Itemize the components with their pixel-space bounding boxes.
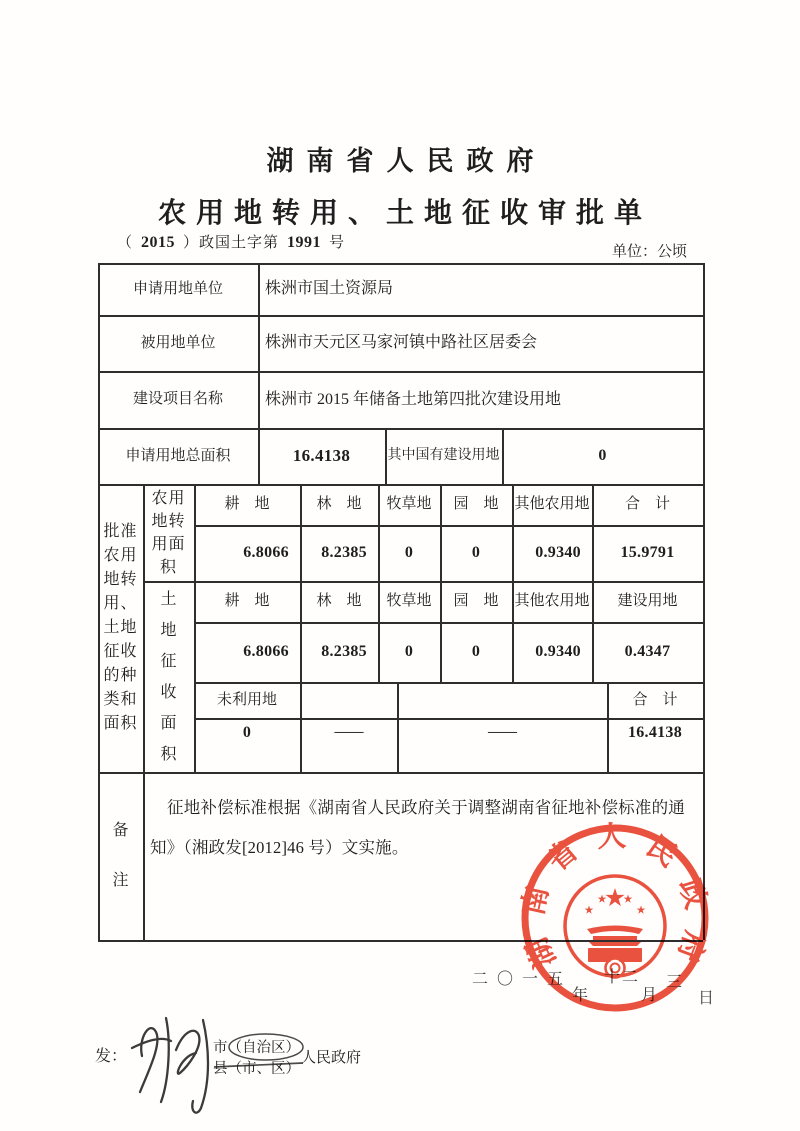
form-title: 农用地转用、土地征收审批单	[157, 198, 652, 229]
row-value-land-owner: 株洲市天元区马家河镇中路社区居委会	[265, 334, 538, 351]
gov-suffix: 人民政府	[301, 1050, 362, 1066]
conv-header-garden: 园 地	[453, 496, 499, 513]
date-day: 三	[666, 974, 683, 991]
conv-value-total: 15.9791	[620, 544, 675, 561]
row-label-applicant: 申请用地单位	[132, 280, 223, 297]
date-day-unit: 日	[698, 990, 715, 1007]
remarks-text: 征地补偿标准根据《湖南省人民政府关于调整湖南省征地补偿标准的通知》（湘政发[2012]46 号）文实施。	[150, 798, 685, 857]
conv-header-total: 合 计	[624, 496, 670, 513]
acq-total-value: 16.4138	[627, 724, 683, 741]
total-area-value: 16.4138	[292, 446, 351, 466]
acq-total-label: 合 计	[632, 691, 678, 708]
unused-land-value: 0	[242, 724, 252, 741]
sub-label-acquisition	[143, 581, 194, 772]
acq-value-grass: 0	[404, 643, 414, 660]
acq-header-garden: 园 地	[453, 593, 499, 610]
small-star-icon	[598, 894, 607, 902]
doc-number-line	[117, 231, 345, 252]
row-label-project: 建设项目名称	[132, 391, 223, 408]
conv-header-forest: 林 地	[316, 496, 362, 513]
row-value-applicant: 株洲市国土资源局	[265, 280, 394, 297]
small-star-icon	[624, 894, 633, 902]
date-year: 二〇一五	[472, 971, 573, 988]
doc-no-open: （	[117, 235, 134, 251]
conv-value-cultivated: 6.8066	[243, 544, 289, 561]
issue-line-city: 市（自治区）	[213, 1040, 300, 1056]
national-emblem	[565, 876, 665, 978]
signature	[132, 1018, 208, 1113]
state-owned-label: 其中国有建设用地	[387, 448, 500, 464]
seal-text: 湖南省人民政府	[517, 820, 712, 973]
conv-header-grass: 牧草地	[386, 496, 432, 513]
conv-value-grass: 0	[404, 544, 414, 561]
date-year-unit: 年	[572, 987, 589, 1004]
doc-no-year: 2015	[141, 234, 176, 251]
sub-label-conversion-text: 农用地转用面积	[151, 489, 186, 576]
tiananmen-gate	[587, 926, 643, 967]
side-label-category-text: 批准农用地转用、土地征收的种类和面积	[103, 523, 138, 732]
small-star-icon	[585, 905, 594, 913]
date-month-unit: 月	[641, 987, 658, 1004]
small-star-icon	[637, 905, 646, 913]
remarks-label-cell	[98, 772, 143, 940]
dash-cell-1: ——	[334, 724, 363, 740]
official-seal	[510, 813, 720, 1023]
dash-cell-2: ——	[488, 724, 516, 740]
gov-title: 湖南省人民政府	[266, 146, 547, 176]
acq-header-other: 其他农用地	[514, 593, 590, 610]
big-star-icon	[605, 888, 624, 906]
doc-no-suffix: 号	[329, 235, 346, 251]
acq-value-garden: 0	[471, 643, 481, 660]
unused-land-label: 未利用地	[216, 691, 277, 708]
acq-value-cultivated: 6.8066	[243, 643, 289, 660]
remarks-label: 备注	[112, 822, 129, 889]
sub-label-conversion	[143, 484, 194, 581]
conv-value-garden: 0	[471, 544, 481, 561]
doc-no-mid: ）政国土字第	[183, 235, 280, 251]
acq-header-grass: 牧草地	[386, 593, 432, 610]
conv-value-other: 0.9340	[535, 544, 581, 561]
conv-header-cultivated: 耕 地	[224, 496, 270, 513]
sub-label-acquisition-text: 土地征收面积	[160, 590, 177, 763]
doc-no-num: 1991	[287, 234, 322, 251]
acq-header-cultivated: 耕 地	[224, 593, 270, 610]
row-label-land-owner: 被用地单位	[140, 334, 216, 351]
acq-value-forest: 8.2385	[321, 643, 367, 660]
acq-value-other: 0.9340	[535, 643, 581, 660]
conv-value-forest: 8.2385	[321, 544, 367, 561]
acq-header-forest: 林 地	[316, 593, 362, 610]
unit-label: 单位：公顷	[612, 244, 688, 260]
row-label-total-area: 申请用地总面积	[125, 447, 231, 464]
issue-line-county: 县（市、区）	[213, 1061, 300, 1077]
date-month: 十二	[604, 969, 641, 986]
side-label-category	[98, 484, 143, 772]
distribution-label: 发：	[95, 1048, 128, 1065]
state-owned-value: 0	[598, 447, 607, 464]
conv-header-other: 其他农用地	[514, 496, 590, 513]
acq-value-construction: 0.4347	[624, 643, 671, 660]
row-value-project: 株洲市 2015 年储备土地第四批次建设用地	[265, 390, 562, 408]
acq-header-construction: 建设用地	[617, 593, 678, 610]
